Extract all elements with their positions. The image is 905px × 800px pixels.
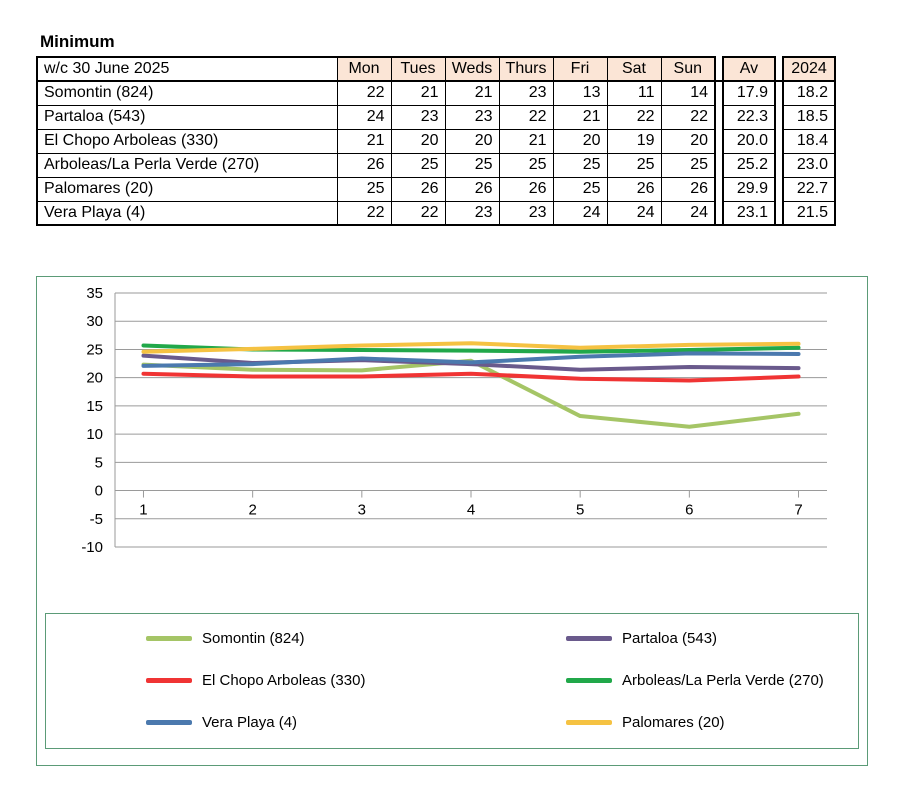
cell-day-value: 26 [661,177,715,201]
y-axis-tick-label: 25 [86,341,103,359]
y-axis-tick-label: -10 [81,539,103,556]
y-axis-tick-label: 10 [86,426,103,444]
cell-day-value: 23 [499,201,553,225]
table-spacer [715,177,723,201]
data-table-container [36,56,836,226]
legend-label: Palomares (20) [622,714,725,731]
cell-day-value: 22 [499,105,553,129]
cell-average-value: 23.1 [723,201,775,225]
x-axis-tick-label: 6 [685,501,694,519]
x-axis-tick-label: 3 [357,501,366,519]
x-axis-tick-label: 4 [466,501,476,519]
chart-legend [45,613,859,749]
cell-day-value: 22 [661,105,715,129]
column-header-year: 2024 [783,57,835,81]
table-spacer [715,201,723,225]
cell-day-value: 19 [607,129,661,153]
legend-item [146,672,365,689]
cell-day-value: 26 [499,177,553,201]
cell-day-value: 23 [391,105,445,129]
cell-day-value: 26 [391,177,445,201]
legend-label: Vera Playa (4) [202,714,298,731]
cell-year-value: 18.5 [783,105,835,129]
row-label: Partaloa (543) [37,105,337,129]
cell-day-value: 23 [445,201,499,225]
legend-item [566,714,725,731]
cell-day-value: 23 [499,81,553,105]
cell-day-value: 22 [337,201,391,225]
cell-average-value: 29.9 [723,177,775,201]
legend-item [146,714,297,731]
cell-year-value: 18.4 [783,129,835,153]
table-spacer [775,81,783,105]
cell-day-value: 25 [499,153,553,177]
table-spacer [715,129,723,153]
y-axis-tick-label: 20 [86,369,103,387]
cell-day-value: 21 [499,129,553,153]
cell-day-value: 21 [553,105,607,129]
cell-day-value: 25 [607,153,661,177]
row-label: El Chopo Arboleas (330) [37,129,337,153]
cell-day-value: 22 [391,201,445,225]
cell-day-value: 25 [661,153,715,177]
row-label: Vera Playa (4) [37,201,337,225]
table-spacer [775,57,783,81]
y-axis-tick-label: -5 [89,510,103,528]
cell-day-value: 23 [445,105,499,129]
row-label: Somontin (824) [37,81,337,105]
x-axis-tick-label: 5 [576,501,585,519]
cell-day-value: 26 [337,153,391,177]
cell-day-value: 20 [553,129,607,153]
cell-day-value: 14 [661,81,715,105]
column-header-fri: Fri [553,57,607,81]
cell-average-value: 25.2 [723,153,775,177]
cell-day-value: 25 [337,177,391,201]
cell-year-value: 23.0 [783,153,835,177]
column-header-sat: Sat [607,57,661,81]
y-axis-tick-label: 0 [94,482,103,500]
cell-day-value: 13 [553,81,607,105]
legend-color-swatch [566,636,612,641]
cell-day-value: 26 [607,177,661,201]
cell-day-value: 11 [607,81,661,105]
legend-label: Partaloa (543) [622,630,718,647]
x-axis-tick-label: 7 [794,501,803,519]
table-row [37,105,835,129]
series-line [143,374,798,381]
table-spacer [775,153,783,177]
cell-average-value: 20.0 [723,129,775,153]
cell-year-value: 22.7 [783,177,835,201]
cell-day-value: 25 [391,153,445,177]
table-row [37,81,835,105]
legend-color-swatch [146,636,192,641]
x-axis-tick-label: 1 [139,501,148,519]
cell-day-value: 21 [337,129,391,153]
cell-day-value: 22 [337,81,391,105]
column-header-tues: Tues [391,57,445,81]
cell-year-value: 21.5 [783,201,835,225]
row-label: Palomares (20) [37,177,337,201]
cell-average-value: 22.3 [723,105,775,129]
legend-item [566,630,717,647]
table-spacer [775,201,783,225]
y-axis-tick-label: 30 [86,313,103,331]
table-row [37,177,835,201]
cell-day-value: 20 [445,129,499,153]
cell-day-value: 21 [391,81,445,105]
table-corner-label: w/c 30 June 2025 [37,57,337,81]
cell-day-value: 24 [337,105,391,129]
cell-day-value: 25 [445,153,499,177]
legend-label: Somontin (824) [202,630,305,647]
cell-day-value: 20 [661,129,715,153]
legend-color-swatch [146,720,192,725]
y-axis-tick-label: 5 [94,454,103,472]
table-spacer [715,105,723,129]
column-header-sun: Sun [661,57,715,81]
column-header-average: Av [723,57,775,81]
legend-label: Arboleas/La Perla Verde (270) [622,672,824,689]
minimum-temperatures-table [36,56,836,226]
cell-day-value: 22 [607,105,661,129]
table-spacer [715,57,723,81]
table-header-row [37,57,835,81]
series-line [143,361,798,427]
cell-day-value: 21 [445,81,499,105]
row-label: Arboleas/La Perla Verde (270) [37,153,337,177]
cell-day-value: 26 [445,177,499,201]
table-spacer [775,177,783,201]
legend-color-swatch [146,678,192,683]
table-spacer [715,153,723,177]
table-row [37,201,835,225]
table-spacer [775,105,783,129]
column-header-thurs: Thurs [499,57,553,81]
legend-label: El Chopo Arboleas (330) [202,672,366,689]
cell-year-value: 18.2 [783,81,835,105]
line-chart [37,277,867,617]
x-axis-tick-label: 2 [248,501,257,519]
table-row [37,153,835,177]
cell-average-value: 17.9 [723,81,775,105]
cell-day-value: 25 [553,177,607,201]
cell-day-value: 24 [553,201,607,225]
column-header-weds: Weds [445,57,499,81]
column-header-mon: Mon [337,57,391,81]
page-title: Minimum [40,32,115,51]
legend-item [566,672,824,689]
cell-day-value: 25 [553,153,607,177]
cell-day-value: 20 [391,129,445,153]
chart-container [36,276,868,766]
y-axis-tick-label: 15 [86,397,103,415]
table-spacer [715,81,723,105]
y-axis-tick-label: 35 [86,285,103,302]
table-spacer [775,129,783,153]
cell-day-value: 24 [607,201,661,225]
legend-item [146,630,305,647]
legend-color-swatch [566,720,612,725]
cell-day-value: 24 [661,201,715,225]
legend-color-swatch [566,678,612,683]
table-row [37,129,835,153]
